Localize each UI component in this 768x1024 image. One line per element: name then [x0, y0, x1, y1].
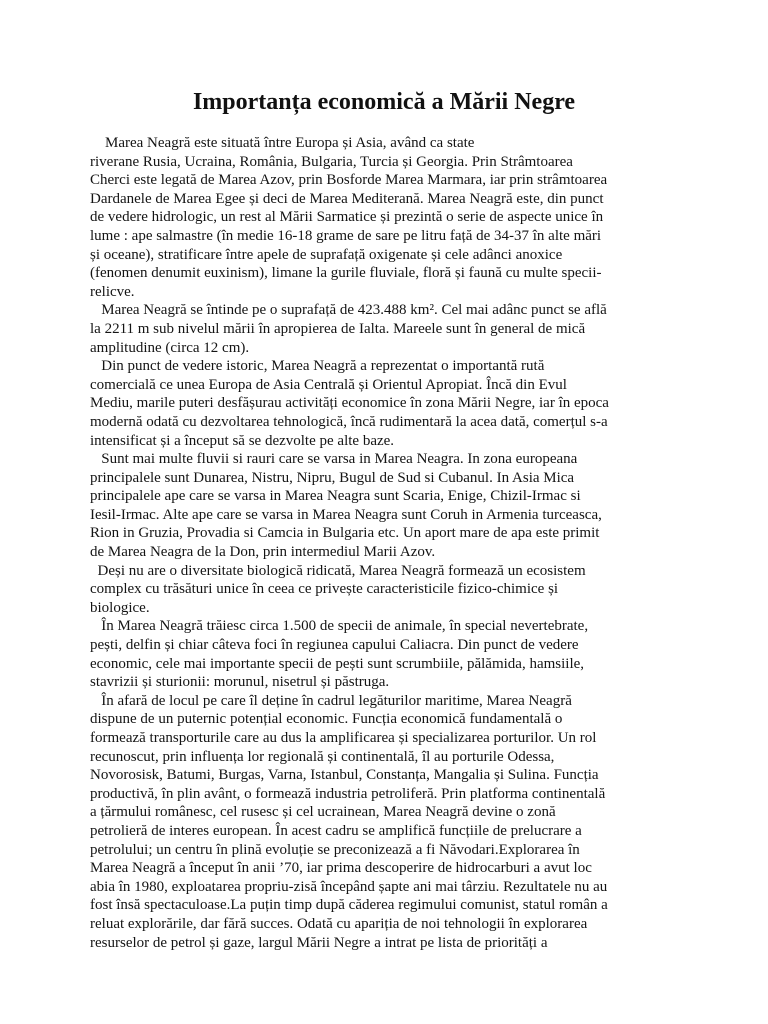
text-line: petrolieră de interes european. În acest cadru se amplifică funcțiile de prelucrare a — [90, 822, 582, 839]
text-line: dispune de un puternic potențial economic. Funcția economică fundamentală o — [90, 711, 563, 728]
text-line: pești, delfin și chiar câteva foci în regiunea capului Caliacra. Din punct de vedere — [90, 637, 579, 654]
paragraph — [90, 357, 680, 450]
text-line: reluat explorările, dar fără succes. Odată cu apariția de noi tehnologii în explorarea — [90, 915, 588, 932]
text-line: lume : ape salmastre (în medie 16-18 grame de sare pe litru față de 34-37 în alte mări — [90, 227, 602, 244]
text-line: principalele sunt Dunarea, Nistru, Nipru, Bugul de Sud si Cubanul. In Asia Mica — [90, 469, 575, 486]
text-line: economic, cele mai importante specii de pești sunt scrumbiile, pălămida, hamsiile, — [90, 655, 585, 672]
paragraph — [90, 617, 680, 691]
text-line: și oceane), stratificare între apele de suprafață oxigenate și cele adânci anoxice — [90, 246, 563, 263]
text-line: Mediu, marile puteri desfășurau activități economice în zona Mării Negre, iar în epoca — [90, 395, 609, 412]
paragraph — [90, 692, 680, 952]
text-line: amplitudine (circa 12 cm). — [90, 339, 250, 356]
text-line: Novorosisk, Batumi, Burgas, Varna, Istanbul, Constanța, Mangalia și Sulina. Funcția — [90, 767, 599, 784]
text-line: intensificat și a început să se dezvolte pe alte baze. — [90, 432, 395, 449]
paragraph — [90, 301, 680, 357]
text-line: complex cu trăsături unice în ceea ce privește caracteristicile fizico-chimice și — [90, 581, 559, 598]
text-line: (fenomen denumit euxinism), limane la gurile fluviale, floră și faună cu multe specii- — [90, 265, 602, 282]
text-line: Marea Neagră a început în anii ’70, iar prima descoperire de hidrocarburi a avut loc — [90, 860, 592, 877]
text-line: Iesil-Irmac. Alte ape care se varsa in Marea Neagra sunt Coruh in Armenia turceasca, — [90, 506, 602, 523]
page-title: Importanța economică a Mării Negre — [192, 89, 576, 115]
text-line: biologice. — [90, 599, 150, 616]
paragraph — [90, 450, 680, 562]
paragraph — [90, 134, 680, 301]
text-line: comercială ce unea Europa de Asia Centrală și Orientul Apropiat. Încă din Evul — [90, 376, 567, 393]
text-line: Cherci este legată de Marea Azov, prin Bosforde Marea Marmara, iar prin strâmtoarea — [90, 172, 608, 189]
text-line: modernă odată cu dezvoltarea tehnologică, încă rudimentară la acea dată, comerțul s-a — [90, 413, 608, 430]
text-line: de vedere hidrologic, un rest al Mării Sarmatice și prezintă o serie de aspecte unice în — [90, 209, 604, 226]
text-line: Marea Neagră este situată între Europa și Asia, având ca state — [90, 135, 475, 151]
text-line: În Marea Neagră trăiesc circa 1.500 de specii de animale, în special nevertebrate, — [90, 618, 589, 635]
text-line: În afară de locul pe care îl deține în cadrul legăturilor maritime, Marea Neagră — [90, 692, 572, 709]
text-line: Dardanele de Marea Egee și deci de Marea Mediterană. Marea Neagră este, din punct — [90, 190, 604, 207]
text-line: riverane Rusia, Ucraina, România, Bulgaria, Turcia și Georgia. Prin Strâmtoarea — [90, 153, 573, 170]
text-line: de Marea Neagra de la Don, prin intermediul Marii Azov. — [90, 544, 436, 561]
text-line: productivă, în plin avânt, o formează industria petroliferă. Prin platforma continentală — [90, 785, 606, 802]
text-line: Sunt mai multe fluvii si rauri care se varsa in Marea Neagra. In zona europeana — [90, 451, 578, 468]
text-line: a țărmului românesc, cel rusesc și cel ucrainean, Marea Neagră devine o zonă — [90, 804, 556, 821]
text-line: petrolului; un centru în plină evoluție se preconizează a fi Năvodari.Explorarea în — [90, 841, 580, 858]
text-line: la 2211 m sub nivelul mării în apropierea de Ialta. Mareele sunt în general de mică — [90, 320, 586, 337]
text-line: abia în 1980, exploatarea propriu-zisă începând șapte ani mai târziu. Rezultatele nu au — [90, 878, 608, 895]
document-body — [90, 134, 680, 952]
text-line: stavrizii și sturionii: morunul, nisetrul și păstruga. — [90, 674, 390, 691]
text-line: resurselor de petrol și gaze, largul Mării Negre a intrat pe lista de priorități a — [90, 934, 548, 951]
text-line: Deși nu are o diversitate biologică ridicată, Marea Neagră formează un ecosistem — [90, 562, 586, 579]
text-line: principalele ape care se varsa in Marea Neagra sunt Scaria, Enige, Chizil-Irmac si — [90, 488, 581, 505]
text-line: relicve. — [90, 283, 135, 300]
paragraph — [90, 562, 680, 618]
text-line: fost însă spectaculoase.La puțin timp după căderea regimului comunist, statul român a — [90, 897, 608, 914]
text-line: Din punct de vedere istoric, Marea Neagră a reprezentat o importantă rută — [90, 358, 545, 375]
text-line: Marea Neagră se întinde pe o suprafață de 423.488 km². Cel mai adânc punct se află — [90, 302, 607, 319]
text-line: recunoscut, prin influența lor regională și continentală, îl au porturile Odessa, — [90, 748, 555, 765]
text-line: formează transporturile care au dus la amplificarea și specializarea porturilor. Un rol — [90, 730, 597, 746]
text-line: Rion in Gruzia, Provadia si Camcia in Bulgaria etc. Un aport mare de apa este primit — [90, 525, 600, 542]
